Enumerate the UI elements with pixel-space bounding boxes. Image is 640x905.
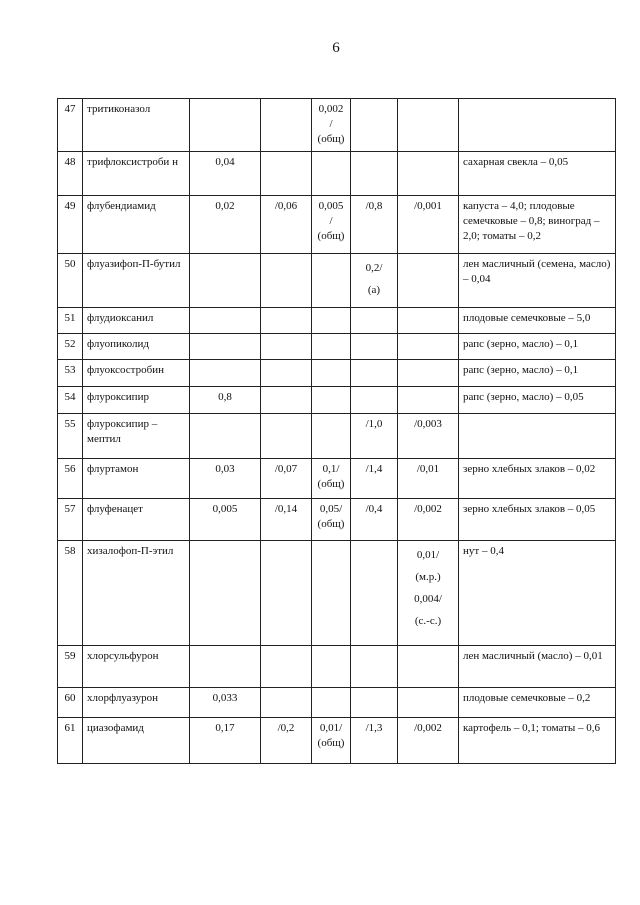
value-cell: 0,002 / (общ) bbox=[312, 99, 351, 152]
value-cell: /0,002 bbox=[398, 499, 459, 541]
note-cell: рапс (зерно, масло) – 0,1 bbox=[459, 360, 616, 387]
row-number: 50 bbox=[58, 254, 83, 308]
note-cell bbox=[459, 99, 616, 152]
table-row bbox=[58, 499, 616, 541]
substance-name: хизалофоп-П-этил bbox=[83, 541, 190, 646]
note-cell: плодовые семечковые – 5,0 bbox=[459, 308, 616, 334]
note-cell: лен масличный (семена, масло) – 0,04 bbox=[459, 254, 616, 308]
row-number: 56 bbox=[58, 459, 83, 499]
substance-name: флуазифоп-П-бутил bbox=[83, 254, 190, 308]
table-row bbox=[58, 387, 616, 414]
table-row bbox=[58, 196, 616, 254]
value-cell: 0,033 bbox=[190, 688, 261, 718]
value-cell bbox=[190, 99, 261, 152]
row-number: 55 bbox=[58, 414, 83, 459]
value-cell: /0,4 bbox=[351, 499, 398, 541]
table-row bbox=[58, 459, 616, 499]
value-cell bbox=[261, 414, 312, 459]
substance-name: флудиоксанил bbox=[83, 308, 190, 334]
value-cell: /0,14 bbox=[261, 499, 312, 541]
value-cell bbox=[190, 254, 261, 308]
value-cell bbox=[312, 541, 351, 646]
substance-name: флуфенацет bbox=[83, 499, 190, 541]
table-row bbox=[58, 152, 616, 196]
note-cell bbox=[459, 414, 616, 459]
table-row bbox=[58, 254, 616, 308]
value-cell bbox=[261, 688, 312, 718]
value-cell bbox=[351, 99, 398, 152]
row-number: 59 bbox=[58, 646, 83, 688]
row-number: 54 bbox=[58, 387, 83, 414]
row-number: 51 bbox=[58, 308, 83, 334]
value-cell: /1,3 bbox=[351, 718, 398, 764]
value-cell bbox=[398, 152, 459, 196]
value-cell bbox=[261, 254, 312, 308]
value-cell: /0,001 bbox=[398, 196, 459, 254]
value-cell: /0,01 bbox=[398, 459, 459, 499]
value-cell: 0,1/ (общ) bbox=[312, 459, 351, 499]
value-cell bbox=[190, 646, 261, 688]
value-cell bbox=[312, 254, 351, 308]
value-cell: 0,01/ (м.р.) 0,004/ (с.-с.) bbox=[398, 541, 459, 646]
mrl-table bbox=[57, 98, 616, 764]
table-row bbox=[58, 360, 616, 387]
value-cell bbox=[312, 308, 351, 334]
note-cell: картофель – 0,1; томаты – 0,6 bbox=[459, 718, 616, 764]
value-cell bbox=[261, 646, 312, 688]
value-cell: /0,003 bbox=[398, 414, 459, 459]
value-cell bbox=[190, 541, 261, 646]
value-cell bbox=[190, 360, 261, 387]
value-cell: 0,2/ (а) bbox=[351, 254, 398, 308]
value-cell bbox=[351, 688, 398, 718]
table-row bbox=[58, 99, 616, 152]
value-cell bbox=[261, 541, 312, 646]
value-cell bbox=[261, 99, 312, 152]
substance-name: флуроксипир – мептил bbox=[83, 414, 190, 459]
value-cell bbox=[261, 360, 312, 387]
substance-name: тритиконазол bbox=[83, 99, 190, 152]
row-number: 58 bbox=[58, 541, 83, 646]
table-row bbox=[58, 541, 616, 646]
value-cell: 0,01/ (общ) bbox=[312, 718, 351, 764]
value-cell: /0,07 bbox=[261, 459, 312, 499]
value-cell bbox=[312, 646, 351, 688]
value-cell bbox=[398, 334, 459, 360]
value-cell bbox=[190, 414, 261, 459]
note-cell: капуста – 4,0; плодовые семечковые – 0,8; виноград – 2,0; томаты – 0,2 bbox=[459, 196, 616, 254]
substance-name: флуоксостробин bbox=[83, 360, 190, 387]
substance-name: хлорсульфурон bbox=[83, 646, 190, 688]
value-cell bbox=[312, 334, 351, 360]
note-cell: зерно хлебных злаков – 0,02 bbox=[459, 459, 616, 499]
row-number: 61 bbox=[58, 718, 83, 764]
value-cell bbox=[261, 152, 312, 196]
value-cell: 0,02 bbox=[190, 196, 261, 254]
value-cell bbox=[312, 414, 351, 459]
value-cell bbox=[312, 688, 351, 718]
value-cell bbox=[351, 334, 398, 360]
value-cell bbox=[261, 308, 312, 334]
value-cell: /0,06 bbox=[261, 196, 312, 254]
substance-name: флуопиколид bbox=[83, 334, 190, 360]
note-cell: рапс (зерно, масло) – 0,05 bbox=[459, 387, 616, 414]
row-number: 47 bbox=[58, 99, 83, 152]
value-cell bbox=[351, 387, 398, 414]
value-cell bbox=[351, 541, 398, 646]
value-cell: /0,002 bbox=[398, 718, 459, 764]
value-cell: 0,8 bbox=[190, 387, 261, 414]
value-cell bbox=[398, 308, 459, 334]
value-cell bbox=[398, 360, 459, 387]
row-number: 48 bbox=[58, 152, 83, 196]
substance-name: флуртамон bbox=[83, 459, 190, 499]
substance-name: циазофамид bbox=[83, 718, 190, 764]
value-cell bbox=[398, 646, 459, 688]
substance-name: хлорфлуазурон bbox=[83, 688, 190, 718]
value-cell bbox=[312, 152, 351, 196]
value-cell: /1,0 bbox=[351, 414, 398, 459]
substance-name: флуроксипир bbox=[83, 387, 190, 414]
row-number: 53 bbox=[58, 360, 83, 387]
value-cell bbox=[398, 688, 459, 718]
value-cell: /0,8 bbox=[351, 196, 398, 254]
value-cell bbox=[351, 308, 398, 334]
note-cell: нут – 0,4 bbox=[459, 541, 616, 646]
table-row bbox=[58, 414, 616, 459]
value-cell bbox=[351, 152, 398, 196]
note-cell: плодовые семечковые – 0,2 bbox=[459, 688, 616, 718]
value-cell: 0,17 bbox=[190, 718, 261, 764]
value-cell bbox=[398, 387, 459, 414]
table-row bbox=[58, 334, 616, 360]
row-number: 57 bbox=[58, 499, 83, 541]
row-number: 52 bbox=[58, 334, 83, 360]
substance-name: трифлоксистроби н bbox=[83, 152, 190, 196]
row-number: 60 bbox=[58, 688, 83, 718]
value-cell bbox=[351, 646, 398, 688]
note-cell: рапс (зерно, масло) – 0,1 bbox=[459, 334, 616, 360]
value-cell: /1,4 bbox=[351, 459, 398, 499]
table-row bbox=[58, 718, 616, 764]
value-cell: 0,005 bbox=[190, 499, 261, 541]
value-cell: 0,04 bbox=[190, 152, 261, 196]
table-row bbox=[58, 646, 616, 688]
value-cell bbox=[312, 387, 351, 414]
value-cell bbox=[398, 254, 459, 308]
value-cell bbox=[312, 360, 351, 387]
value-cell bbox=[190, 308, 261, 334]
value-cell: 0,05/ (общ) bbox=[312, 499, 351, 541]
value-cell: 0,03 bbox=[190, 459, 261, 499]
value-cell bbox=[398, 99, 459, 152]
value-cell bbox=[351, 360, 398, 387]
table-row bbox=[58, 308, 616, 334]
page-number: 6 bbox=[332, 40, 340, 56]
table-row bbox=[58, 688, 616, 718]
note-cell: зерно хлебных злаков – 0,05 bbox=[459, 499, 616, 541]
note-cell: сахарная свекла – 0,05 bbox=[459, 152, 616, 196]
value-cell: /0,2 bbox=[261, 718, 312, 764]
value-cell: 0,005 / (общ) bbox=[312, 196, 351, 254]
row-number: 49 bbox=[58, 196, 83, 254]
substance-name: флубендиамид bbox=[83, 196, 190, 254]
value-cell bbox=[190, 334, 261, 360]
value-cell bbox=[261, 334, 312, 360]
value-cell bbox=[261, 387, 312, 414]
note-cell: лен масличный (масло) – 0,01 bbox=[459, 646, 616, 688]
